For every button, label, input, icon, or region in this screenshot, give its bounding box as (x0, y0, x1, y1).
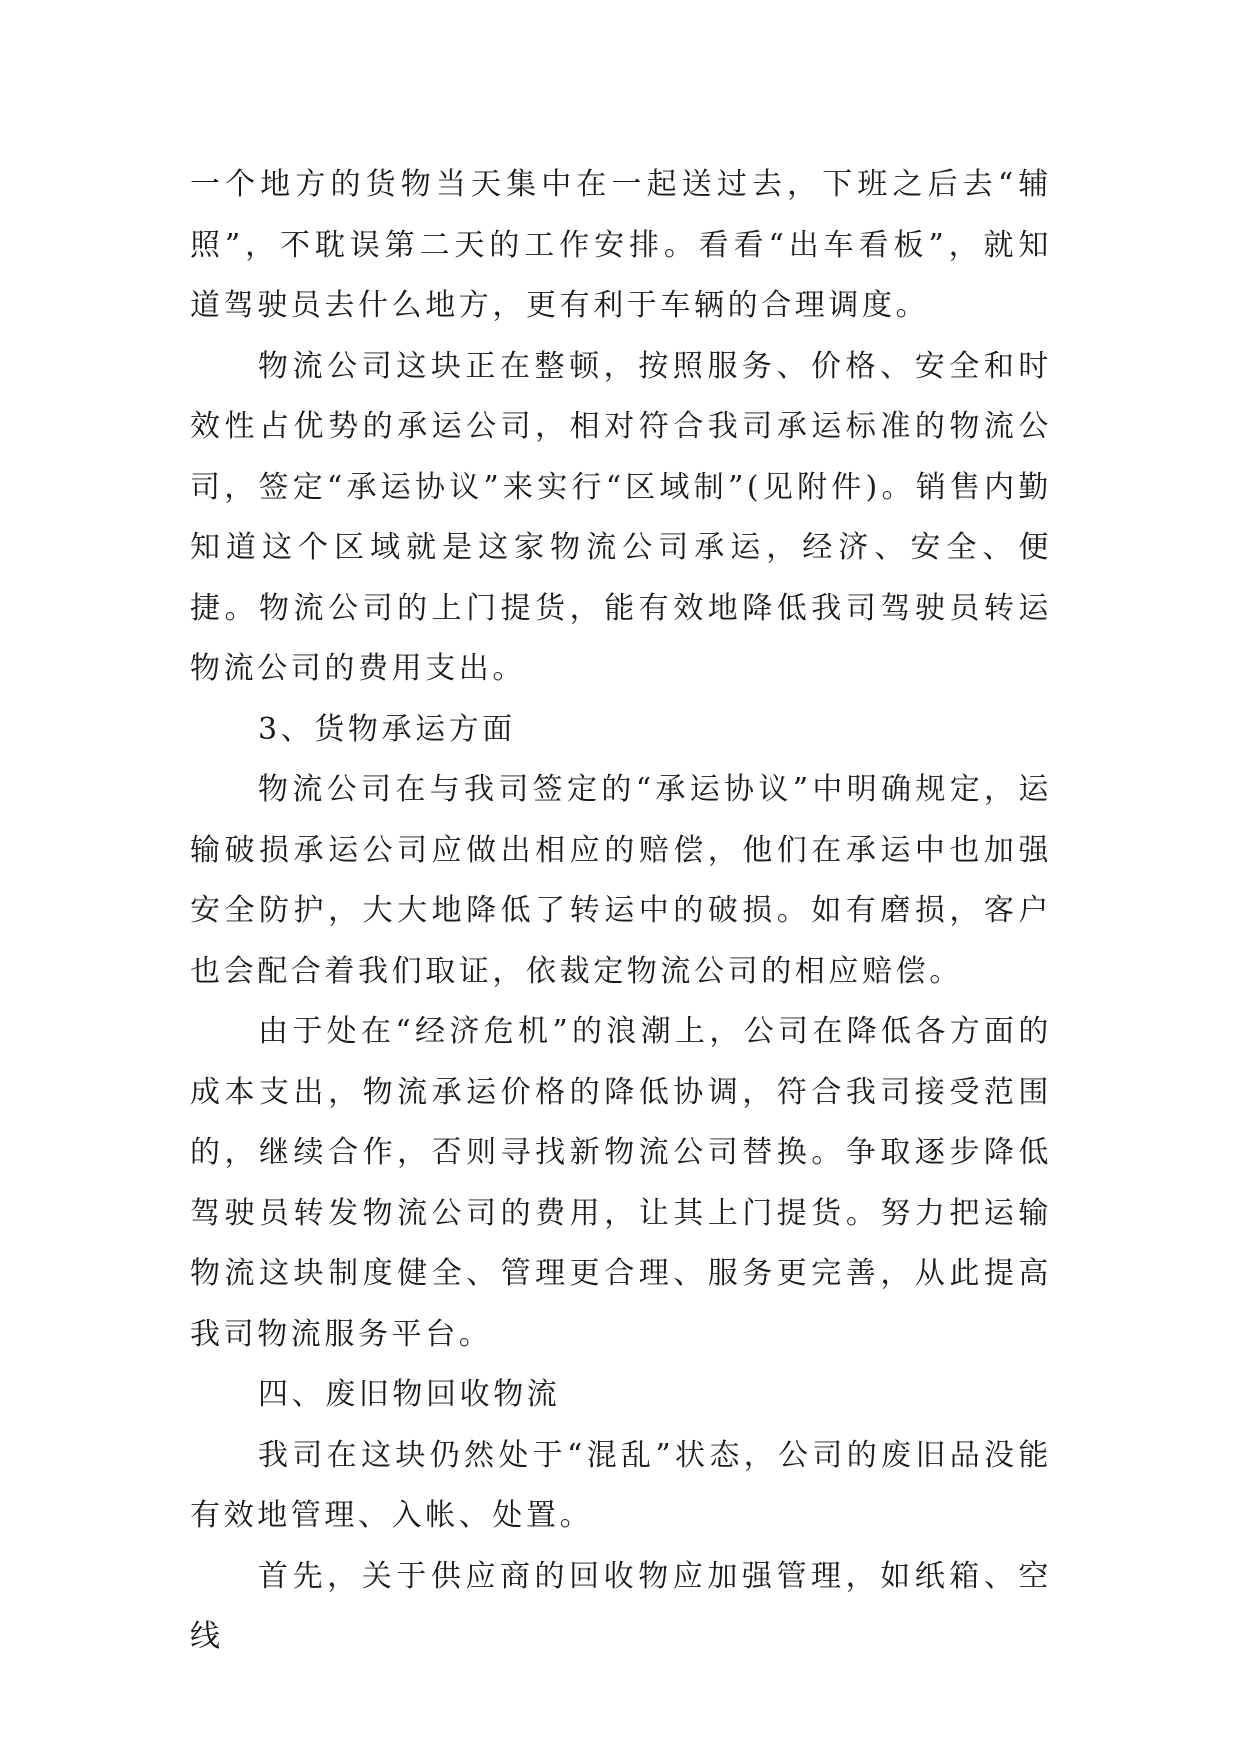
paragraph-carriage-agreement: 物流公司在与我司签定的“承运协议”中明确规定，运输破损承运公司应做出相应的赔偿，他们在承运中也加强安全防护，大大地降低了转运中的破损。如有磨损，客户也会配合着我们取证，依裁定物流公司的相应赔偿。 (190, 772, 1052, 989)
paragraph-dispatch-scheduling: 一个地方的货物当天集中在一起送过去，下班之后去“辅照”，不耽误第二天的工作安排。看看“出车看板”，就知道驾驶员去什么地方，更有利于车辆的合理调度。 (190, 167, 1052, 323)
paragraph-waste-status: 我司在这块仍然处于“混乱”状态，公司的废旧品没能有效地管理、入帐、处置。 (190, 1437, 1052, 1533)
paragraph-logistics-companies: 物流公司这块正在整顿，按照服务、价格、安全和时效性占优势的承运公司，相对符合我司承运标准的物流公司，签定“承运协议”来实行“区域制”(见附件)。销售内勤知道这个区域就是这家物流公司承运，经济、安全、便捷。物流公司的上门提货，能有效地降低我司驾驶员转运物流公司的费用支出。 (190, 348, 1052, 686)
paragraph-supplier-recycling: 首先，关于供应商的回收物应加强管理，如纸箱、空线 (190, 1558, 1052, 1654)
heading-cargo-carriage: 3、货物承运方面 (258, 711, 516, 747)
paragraph-economic-crisis: 由于处在“经济危机”的浪潮上，公司在降低各方面的成本支出，物流承运价格的降低协调，符合我司接受范围的，继续合作，否则寻找新物流公司替换。争取逐步降低驾驶员转发物流公司的费用，让其上门提货。努力把运输物流这块制度健全、管理更合理、服务更完善，从此提高我司物流服务平台。 (190, 1014, 1052, 1352)
heading-waste-recycling: 四、废旧物回收物流 (258, 1377, 561, 1412)
document-body (190, 155, 1052, 1668)
